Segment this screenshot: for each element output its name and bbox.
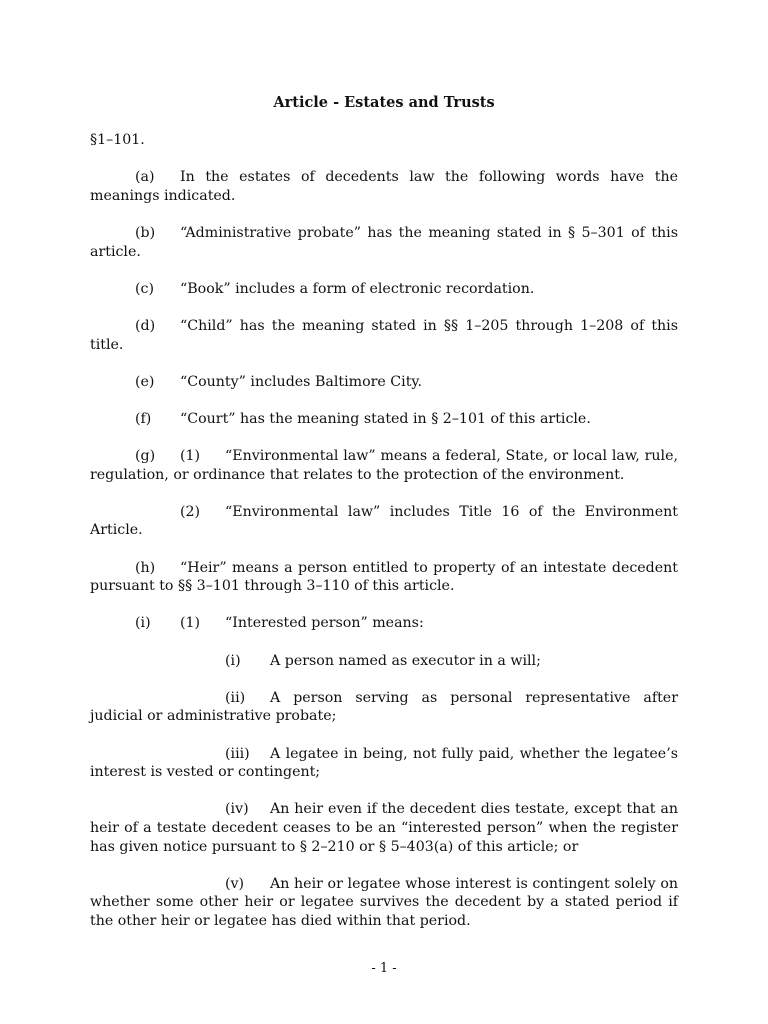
paragraph-text: An heir or legatee whose interest is contingent solely on whether some other heir or legatee survives the decedent by a stated period if the other heir or legatee has died within that period.: [90, 875, 678, 929]
paragraph-text: “Court” has the meaning stated in § 2–101 of this article.: [180, 410, 591, 427]
paragraph-f: [90, 410, 678, 429]
page-number: - 1 -: [371, 961, 397, 976]
paragraph-marker: (i): [135, 615, 151, 632]
paragraph-d: [90, 317, 678, 354]
paragraph-text: “Administrative probate” has the meaning stated in § 5–301 of this article.: [90, 224, 678, 260]
section-heading: §1–101.: [90, 132, 145, 148]
paragraph-text: “County” includes Baltimore City.: [180, 373, 423, 390]
paragraph-marker: (a): [135, 169, 155, 186]
paragraph-text: “Environmental law” includes Title 16 of the Environment Article.: [90, 503, 678, 539]
paragraph-text: “Interested person” means:: [225, 615, 424, 632]
paragraph-text: An heir even if the decedent dies testate, except that an heir of a testate decedent ceases to be an “interested person” when the register has given notice pursuant to § 2–210 or § 5–403(a) of this article; or: [90, 801, 678, 855]
document-body: [90, 131, 678, 931]
paragraph-text: “Child” has the meaning stated in §§ 1–205 through 1–208 of this title.: [90, 317, 678, 353]
paragraph-text: A legatee in being, not fully paid, whether the legatee’s interest is vested or contingent;: [90, 745, 678, 781]
paragraph-text: A person named as executor in a will;: [270, 652, 541, 669]
item-marker: (v): [225, 875, 245, 892]
paragraph-b: [90, 224, 678, 261]
paragraph-text: “Environmental law” means a federal, State, or local law, rule, regulation, or ordinance that relates to the protection of the environment.: [90, 448, 678, 483]
paragraph-a: [90, 168, 678, 205]
paragraph-g-2: [90, 503, 678, 540]
paragraph-g-1: [90, 447, 678, 484]
item-v: [90, 875, 678, 931]
item-iv: [90, 800, 678, 856]
item-ii: [90, 689, 678, 726]
paragraph-text: In the estates of decedents law the following words have the meanings indicated.: [90, 169, 678, 204]
paragraph-marker: (b): [135, 224, 156, 241]
paragraph-marker: (c): [135, 280, 155, 297]
item-marker: (ii): [225, 689, 246, 706]
item-marker: (iii): [225, 745, 250, 762]
paragraph-text: “Heir” means a person entitled to property of an intestate decedent pursuant to §§ 3–101 through 3–110 of this article.: [90, 559, 678, 595]
paragraph-marker: (d): [135, 317, 156, 334]
paragraph-c: [90, 280, 678, 299]
document-title: Article - Estates and Trusts: [273, 94, 495, 111]
subparagraph-marker: (1): [180, 448, 201, 465]
item-i: [90, 652, 678, 671]
item-marker: (i): [225, 652, 241, 669]
paragraph-marker: (e): [135, 373, 155, 390]
paragraph-e: [90, 373, 678, 392]
paragraph-text: “Book” includes a form of electronic recordation.: [180, 280, 535, 297]
item-marker: (iv): [225, 801, 249, 818]
subparagraph-marker: (2): [180, 503, 201, 520]
paragraph-marker: (h): [135, 559, 156, 576]
paragraph-h: [90, 559, 678, 596]
paragraph-i-1: [90, 614, 678, 633]
paragraph-marker: (f): [135, 410, 152, 427]
item-iii: [90, 745, 678, 782]
paragraph-marker: (g): [135, 448, 156, 465]
paragraph-text: A person serving as personal representative after judicial or administrative probate;: [90, 689, 678, 725]
subparagraph-marker: (1): [180, 615, 201, 632]
